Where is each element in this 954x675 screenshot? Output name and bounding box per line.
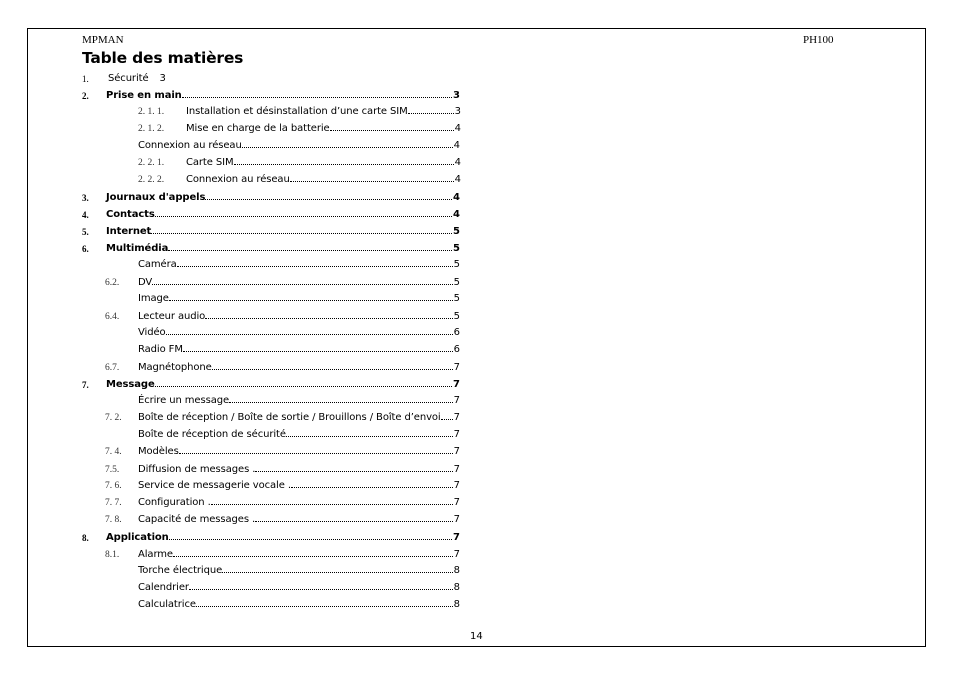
toc-entry[interactable]	[0, 479, 954, 493]
toc-entry-label: Connexion au réseau	[186, 174, 290, 185]
toc-leader-dots	[330, 129, 454, 131]
toc-leader-dots	[291, 486, 453, 488]
toc-entry[interactable]	[0, 548, 954, 562]
toc-entry[interactable]	[0, 378, 954, 392]
toc-entry[interactable]	[0, 258, 954, 272]
toc-entry-label: Boîte de réception de sécurité	[138, 429, 286, 440]
toc-entry-number: 7.5.	[105, 465, 120, 475]
toc-entry-label: Torche électrique	[138, 565, 223, 576]
toc-entry-page: 4	[453, 209, 460, 220]
toc-entry-label: Contacts	[106, 209, 155, 220]
toc-entry[interactable]	[0, 72, 954, 86]
toc-leader-dots	[255, 470, 452, 472]
toc-entry-label: Connexion au réseau	[138, 140, 242, 151]
toc-leader-dots	[189, 588, 453, 590]
toc-entry-number: 7.	[82, 380, 89, 390]
toc-leader-dots	[242, 146, 453, 148]
toc-entry-label: Message	[106, 379, 155, 390]
toc-entry[interactable]	[0, 191, 954, 205]
toc-entry-label: DV	[138, 277, 153, 288]
toc-entry-label: Radio FM	[138, 344, 183, 355]
toc-leader-dots	[196, 605, 453, 607]
toc-entry-number: 7. 7.	[105, 498, 122, 508]
toc-entry-page: 7	[453, 446, 460, 457]
toc-entry-page: 7	[453, 549, 460, 560]
toc-entry[interactable]	[0, 531, 954, 545]
toc-leader-dots	[166, 333, 453, 335]
toc-leader-dots	[212, 368, 453, 370]
page-title: Table des matières	[82, 49, 244, 67]
toc-entry-number: 3.	[82, 193, 89, 203]
toc-entry-label: Installation et désinstallation d’une carte SIM	[186, 106, 408, 117]
toc-entry[interactable]	[0, 326, 954, 340]
toc-entry-label: Magnétophone	[138, 362, 212, 373]
toc-leader-dots	[151, 232, 452, 234]
toc-entry-page: 8	[453, 582, 460, 593]
toc-entry[interactable]	[0, 208, 954, 222]
toc-leader-dots	[182, 96, 452, 98]
toc-entry[interactable]	[0, 89, 954, 103]
toc-entry[interactable]	[0, 411, 954, 425]
toc-leader-dots	[205, 317, 452, 319]
toc-entry-page: 4	[453, 192, 460, 203]
toc-entry[interactable]	[0, 122, 954, 136]
toc-entry-number: 6.	[82, 244, 89, 254]
toc-entry[interactable]	[0, 394, 954, 408]
header-brand: MPMAN	[82, 34, 124, 46]
toc-entry-number: 2. 1. 1.	[138, 107, 165, 117]
toc-entry-page: 5	[453, 311, 460, 322]
toc-entry[interactable]	[0, 361, 954, 375]
toc-entry-label: Carte SIM	[186, 157, 234, 168]
toc-leader-dots	[155, 215, 452, 217]
toc-entry-number: 7. 6.	[105, 481, 122, 491]
header-model: PH100	[803, 34, 834, 46]
toc-entry-number: 6.4.	[105, 312, 120, 322]
toc-entry-number: 6.7.	[105, 363, 120, 373]
toc-entry-page: 7	[453, 412, 460, 423]
toc-entry[interactable]	[0, 156, 954, 170]
toc-entry[interactable]	[0, 463, 954, 477]
toc-entry-label: Lecteur audio	[138, 311, 206, 322]
toc-leader-dots	[222, 571, 453, 573]
toc-leader-dots	[408, 112, 454, 114]
toc-entry-page: 7	[453, 362, 460, 373]
toc-entry-label: Calendrier	[138, 582, 189, 593]
toc-entry-number: 4.	[82, 210, 89, 220]
toc-entry-page: 7	[453, 514, 460, 525]
toc-leader-dots	[168, 249, 452, 251]
toc-entry[interactable]	[0, 598, 954, 612]
toc-entry-label: Modèles	[138, 446, 179, 457]
toc-leader-dots	[169, 538, 452, 540]
toc-entry-page: 5	[453, 226, 460, 237]
page-number: 14	[470, 631, 483, 642]
toc-leader-dots	[234, 163, 454, 165]
toc-entry[interactable]	[0, 513, 954, 527]
toc-leader-dots	[183, 350, 453, 352]
toc-entry-page: 7	[453, 532, 460, 543]
toc-entry-label: Multimédia	[106, 243, 169, 254]
toc-leader-dots	[286, 435, 453, 437]
toc-leader-dots	[229, 401, 453, 403]
toc-entry-page: 4	[454, 123, 461, 134]
toc-entry-label: Sécurité	[108, 73, 149, 84]
toc-entry-page: 8	[453, 565, 460, 576]
toc-entry-number: 5.	[82, 227, 89, 237]
toc-leader-dots	[211, 503, 453, 505]
toc-entry-page: 3	[453, 90, 460, 101]
toc-entry-label: Internet	[106, 226, 152, 237]
toc-leader-dots	[179, 452, 453, 454]
toc-entry-label: Configuration .	[138, 497, 211, 508]
toc-entry-number: 2.	[82, 91, 89, 101]
toc-entry-label: Prise en main	[106, 90, 182, 101]
toc-entry-page: 7	[453, 395, 460, 406]
toc-leader-dots	[155, 385, 452, 387]
toc-entry[interactable]	[0, 445, 954, 459]
toc-leader-dots	[169, 299, 453, 301]
toc-entry[interactable]	[0, 242, 954, 256]
toc-entry[interactable]	[0, 105, 954, 119]
toc-entry-number: 2. 2. 1.	[138, 158, 165, 168]
toc-entry-label: Alarme	[138, 549, 173, 560]
toc-entry[interactable]	[0, 173, 954, 187]
toc-entry-page: 5	[453, 293, 460, 304]
toc-entry[interactable]	[0, 139, 954, 153]
toc-entry-page: 7	[453, 497, 460, 508]
toc-entry-page: 6	[453, 344, 460, 355]
toc-entry-label: Vidéo	[138, 327, 166, 338]
toc-leader-dots	[290, 180, 454, 182]
toc-entry[interactable]	[0, 564, 954, 578]
toc-entry[interactable]	[0, 310, 954, 324]
toc-entry-label: Calculatrice	[138, 599, 196, 610]
toc-leader-dots	[152, 283, 452, 285]
toc-entry[interactable]	[0, 225, 954, 239]
toc-entry-page: 8	[453, 599, 460, 610]
toc-entry[interactable]	[0, 428, 954, 442]
toc-entry[interactable]	[0, 343, 954, 357]
toc-entry-page: 5	[453, 259, 460, 270]
toc-entry-label: Mise en charge de la batterie	[186, 123, 330, 134]
toc-entry-page: 7	[453, 429, 460, 440]
toc-leader-dots	[255, 520, 453, 522]
toc-entry-label: Capacité de messages .	[138, 514, 256, 525]
toc-leader-dots	[205, 198, 452, 200]
toc-entry[interactable]	[0, 292, 954, 306]
toc-entry-number: 6.2.	[105, 278, 120, 288]
toc-entry-page: 6	[453, 327, 460, 338]
toc-entry[interactable]	[0, 581, 954, 595]
toc-entry-label: Image	[138, 293, 169, 304]
toc-entry-page: 4	[454, 174, 461, 185]
toc-entry-number: 2. 1. 2.	[138, 124, 165, 134]
toc-entry[interactable]	[0, 496, 954, 510]
toc-entry-label: Caméra	[138, 259, 177, 270]
toc-entry-page: 5	[453, 277, 460, 288]
toc-entry-label: Écrire un message	[138, 395, 230, 406]
toc-entry-number: 1.	[82, 74, 89, 84]
toc-entry-number: 8.1.	[105, 550, 120, 560]
toc-entry-number: 8.	[82, 533, 89, 543]
toc-entry-page: 5	[453, 243, 460, 254]
toc-entry-page: 3	[454, 106, 461, 117]
toc-entry-label: Service de messagerie vocale .	[138, 480, 291, 491]
toc-entry-number: 7. 8.	[105, 515, 122, 525]
toc-entry-page: 4	[454, 157, 461, 168]
toc-entry-number: 7. 4.	[105, 447, 122, 457]
toc-entry-number: 7. 2.	[105, 413, 122, 423]
toc-entry-label: Diffusion de messages .	[138, 464, 256, 475]
toc-leader-dots	[441, 418, 453, 420]
toc-entry-page: 4	[453, 140, 460, 151]
toc-leader-dots	[173, 555, 453, 557]
toc-leader-dots	[177, 265, 453, 267]
toc-entry-label: Journaux d'appels	[106, 192, 206, 203]
toc-entry-page: 7	[453, 379, 460, 390]
toc-entry-page: 7	[453, 464, 460, 475]
toc-entry[interactable]	[0, 276, 954, 290]
toc-entry-label: Boîte de réception / Boîte de sortie / Brouillons / Boîte d’envoi	[138, 412, 441, 423]
toc-entry-label: Application	[106, 532, 169, 543]
toc-entry-page: 3	[159, 73, 166, 84]
toc-entry-page: 7	[453, 480, 460, 491]
toc-entry-number: 2. 2. 2.	[138, 175, 165, 185]
